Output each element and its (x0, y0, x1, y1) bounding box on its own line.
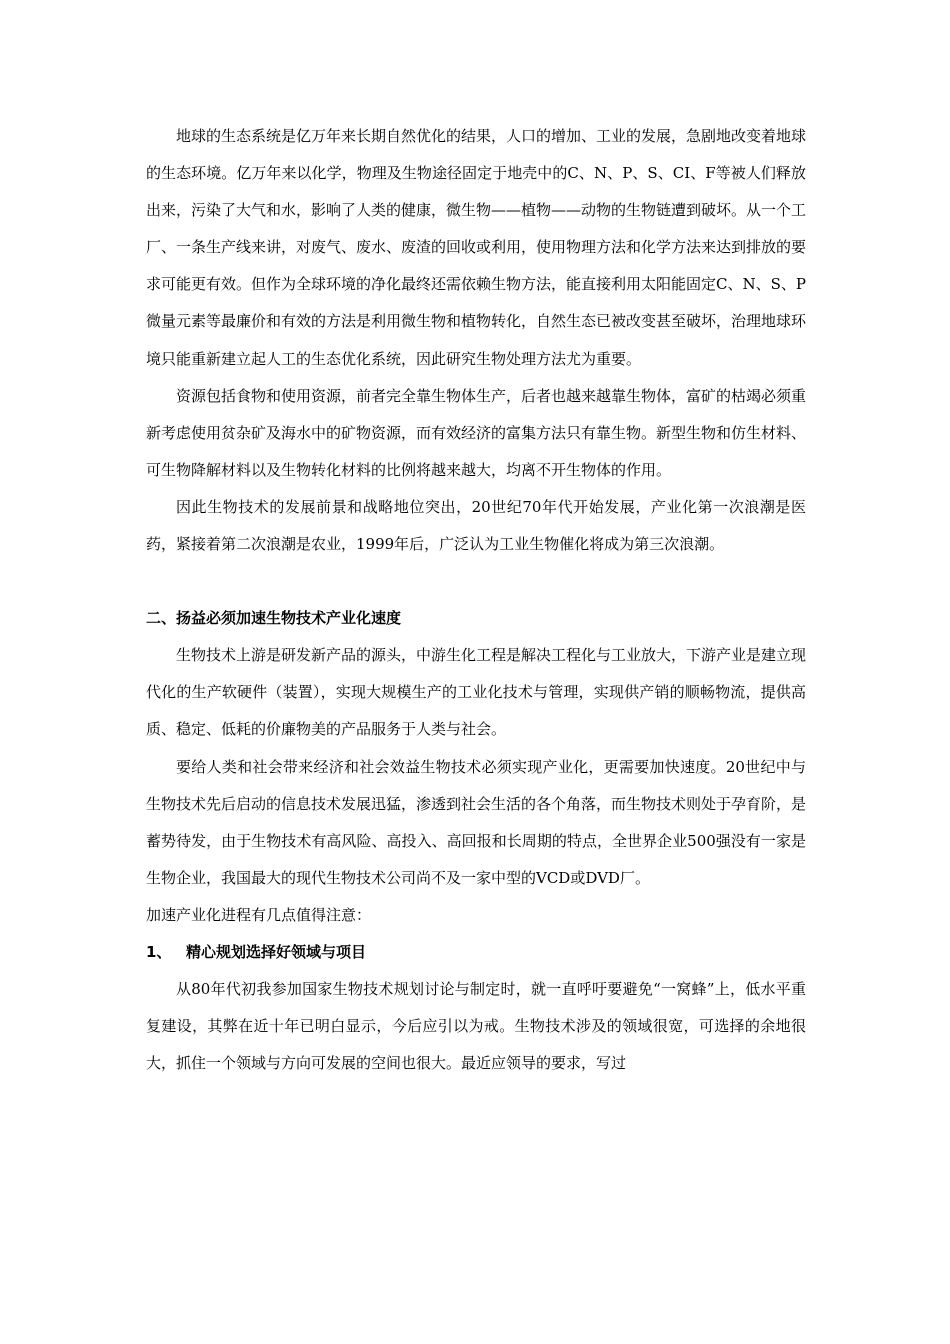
intro-paragraph-1: 地球的生态系统是亿万年来长期自然优化的结果，人口的增加、工业的发展，急剧地改变着地球的生态环境。亿万年来以化学，物理及生物途径固定于地壳中的C、N、P、S、CI、F等被人们释放出来，污染了大气和水，影响了人类的健康，微生物——植物——动物的生物链遭到破坏。从一个工厂、一条生产线来讲，对废气、废水、废渣的回收或利用，使用物理方法和化学方法来达到排放的要求可能更有效。但作为全球环境的净化最终还需依赖生物方法，能直接利用太阳能固定C、N、S、P微量元素等最廉价和有效的方法是利用微生物和植物转化，自然生态已被改变甚至破坏，治理地球环境只能重新建立起人工的生态优化系统，因此研究生物处理方法尤为重要。 (146, 127, 807, 368)
intro-paragraph-2: 资源包括食物和使用资源，前者完全靠生物体生产，后者也越来越靠生物体，富矿的枯竭必须重新考虑使用贫杂矿及海水中的矿物资源，而有效经济的富集方法只有靠生物。新型生物和仿生材料、可生物降解材料以及生物转化材料的比例将越来越大，均离不开生物体的作用。 (146, 386, 807, 479)
section-2-lead: 加速产业化进程有几点值得注意： (146, 905, 372, 924)
item-1-paragraph: 从80年代初我参加国家生物技术规划讨论与制定时，就一直呼吁要避免“一窝蜂”上，低水平重复建设，其弊在近十年已明白显示，今后应引以为戒。生物技术涉及的领域很宽，可选择的余地很大，抓住一个领域与方向可发展的空间也很大。最近应领导的要求，写过 (146, 980, 806, 1073)
item-1-number: 1、 (146, 942, 172, 961)
section-2-heading: 二、扬益必须加速生物技术产业化速度 (146, 609, 402, 628)
item-1-heading (146, 934, 806, 971)
section-2-paragraph-2: 要给人类和社会带来经济和社会效益生物技术必须实现产业化，更需要加快速度。20世纪中与生物技术先后启动的信息技术发展迅猛，渗透到社会生活的各个角落，而生物技术则处于孕育阶，是蓄势待发，由于生物技术有高风险、高投入、高回报和长周期的特点，全世界企业500强没有一家是生物企业，我国最大的现代生物技术公司尚不及一家中型的VCD或DVD厂。 (146, 757, 807, 887)
intro-paragraph-3: 因此生物技术的发展前景和战略地位突出，20世纪70年代开始发展，产业化第一次浪潮是医药，紧接着第二次浪潮是农业，1999年后，广泛认为工业生物催化将成为第三次浪潮。 (146, 497, 806, 554)
section-2-paragraph-1: 生物技术上游是研发新产品的源头，中游生化工程是解决工程化与工业放大，下游产业是建立现代化的生产软硬件（装置），实现大规模生产的工业化技术与管理，实现供产销的顺畅物流，提供高质、稳定、低耗的价廉物美的产品服务于人类与社会。 (146, 646, 807, 739)
item-1-title: 精心规划选择好领域与项目 (186, 942, 367, 961)
section-spacer (146, 563, 806, 600)
document-page (146, 118, 806, 1082)
